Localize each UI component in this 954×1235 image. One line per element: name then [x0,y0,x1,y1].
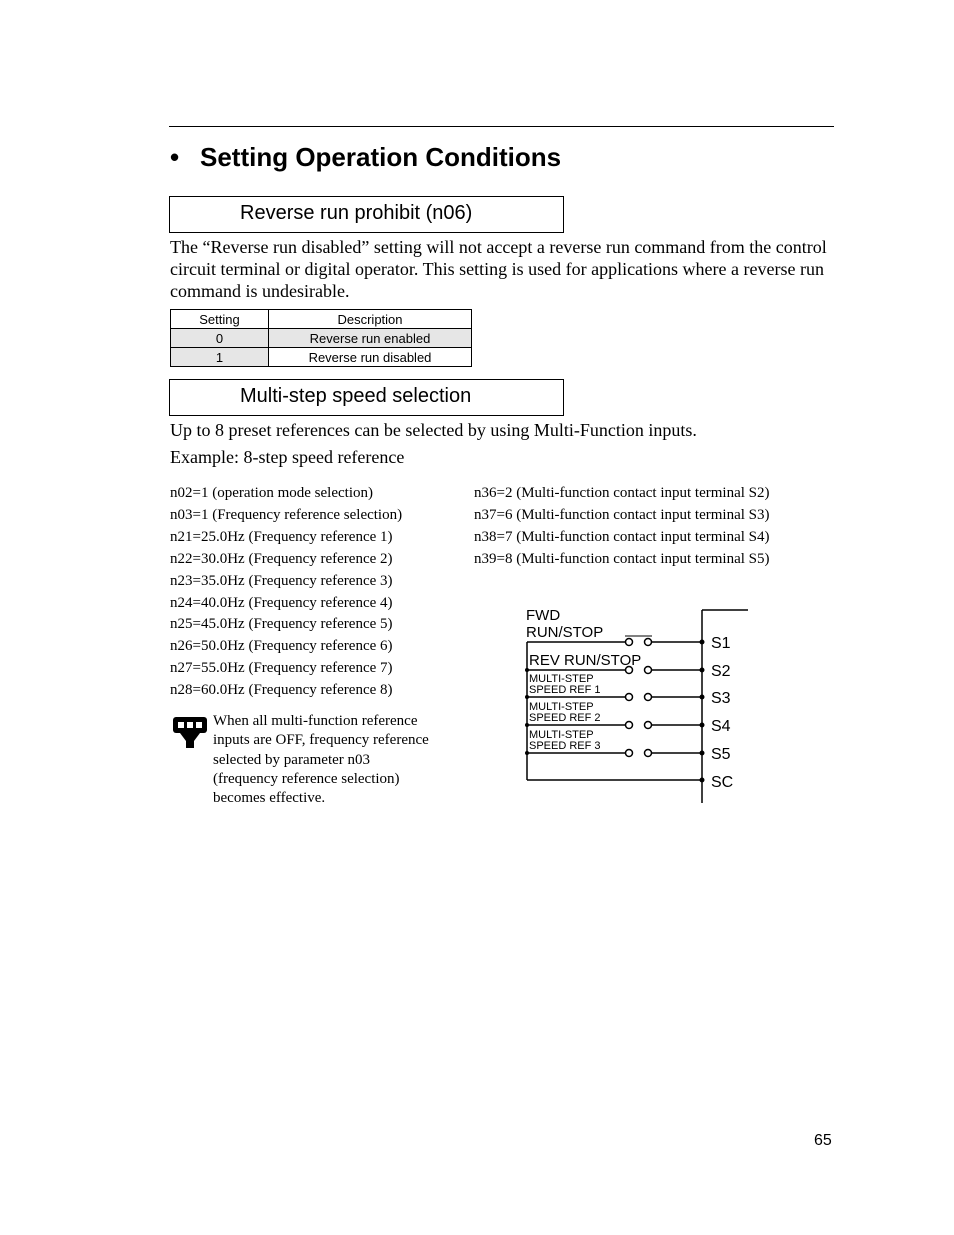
multi-step-heading-text: Multi-step speed selection [240,385,472,407]
label-multi-step-2: MULTI-STEP [529,701,594,713]
table-header-setting: Setting [171,310,269,329]
terminal-sc: SC [711,774,734,791]
note-line: inputs are OFF, frequency reference [213,732,429,749]
param-item: n27=55.0Hz (Frequency reference 7) [170,660,393,677]
param-item: n36=2 (Multi-function contact input terminal S2) [474,485,770,501]
table-header-row [171,310,472,329]
param-item: n26=50.0Hz (Frequency reference 6) [170,638,393,655]
note-line: (frequency reference selection) [213,770,400,787]
table-row [171,329,472,348]
table-cell-description: Reverse run disabled [269,348,472,367]
param-item: n03=1 (Frequency reference selection) [170,506,403,523]
right-params-list [474,483,770,571]
title-bullet: • [170,142,180,172]
note-icon-graphic [172,715,208,751]
param-item: n25=45.0Hz (Frequency reference 5) [170,616,393,633]
note-text [213,712,463,808]
reverse-run-body: The “Reverse run disabled” setting will not accept a reverse run command from the control circuit terminal or digital operator. This setting is used for applications where a reverse run command is undesirable. [170,237,827,301]
terminal-s5: S5 [711,746,731,763]
reverse-run-heading [169,196,564,233]
table-header-description: Description [269,310,472,329]
param-item: n02=1 (operation mode selection) [170,485,373,501]
param-item: n24=40.0Hz (Frequency reference 4) [170,594,393,611]
terminal-s1: S1 [711,635,731,652]
label-rev-run-stop: REV RUN/STOP [529,652,642,669]
multi-step-heading [169,379,564,416]
terminal-s4: S4 [711,718,731,735]
page-number: 65 [814,1132,832,1149]
row-sc [527,778,705,783]
table-row [171,348,472,367]
label-multi-step-3: MULTI-STEP [529,729,594,741]
section-title [170,142,561,173]
table-cell-setting: 1 [171,348,269,367]
reverse-run-heading-text: Reverse run prohibit (n06) [240,202,473,224]
terminal-s3: S3 [711,690,731,707]
param-item: n39=8 (Multi-function contact input terminal S5) [474,550,770,567]
note-line: becomes effective. [213,790,326,807]
param-item: n38=7 (Multi-function contact input terminal S4) [474,528,770,545]
label-fwd: FWD [526,607,561,624]
note-icon [172,715,208,751]
wiring-diagram [515,600,760,810]
left-params-list [170,483,402,702]
reverse-run-table [170,309,472,367]
section-title-text: Setting Operation Conditions [200,142,562,172]
multi-step-intro: Up to 8 preset references can be selected by using Multi-Function inputs. [170,420,697,440]
label-speed-ref-2: SPEED REF 2 [529,712,601,724]
label-run-stop: RUN/STOP [526,624,604,641]
label-speed-ref-3: SPEED REF 3 [529,740,601,752]
header-rule [169,126,834,127]
terminal-s2: S2 [711,663,731,680]
param-item: n23=35.0Hz (Frequency reference 3) [170,572,393,589]
param-item: n21=25.0Hz (Frequency reference 1) [170,528,393,545]
note-line: selected by parameter n03 [213,751,371,768]
label-multi-step-1: MULTI-STEP [529,673,594,685]
param-item: n22=30.0Hz (Frequency reference 2) [170,550,393,567]
param-item: n28=60.0Hz (Frequency reference 8) [170,682,393,699]
table-cell-description: Reverse run enabled [269,329,472,348]
note-line: When all multi-function reference [213,713,418,729]
label-speed-ref-1: SPEED REF 1 [529,684,601,696]
param-item: n37=6 (Multi-function contact input terminal S3) [474,506,770,523]
multi-step-example: Example: 8-step speed reference [170,447,405,467]
table-cell-setting: 0 [171,329,269,348]
